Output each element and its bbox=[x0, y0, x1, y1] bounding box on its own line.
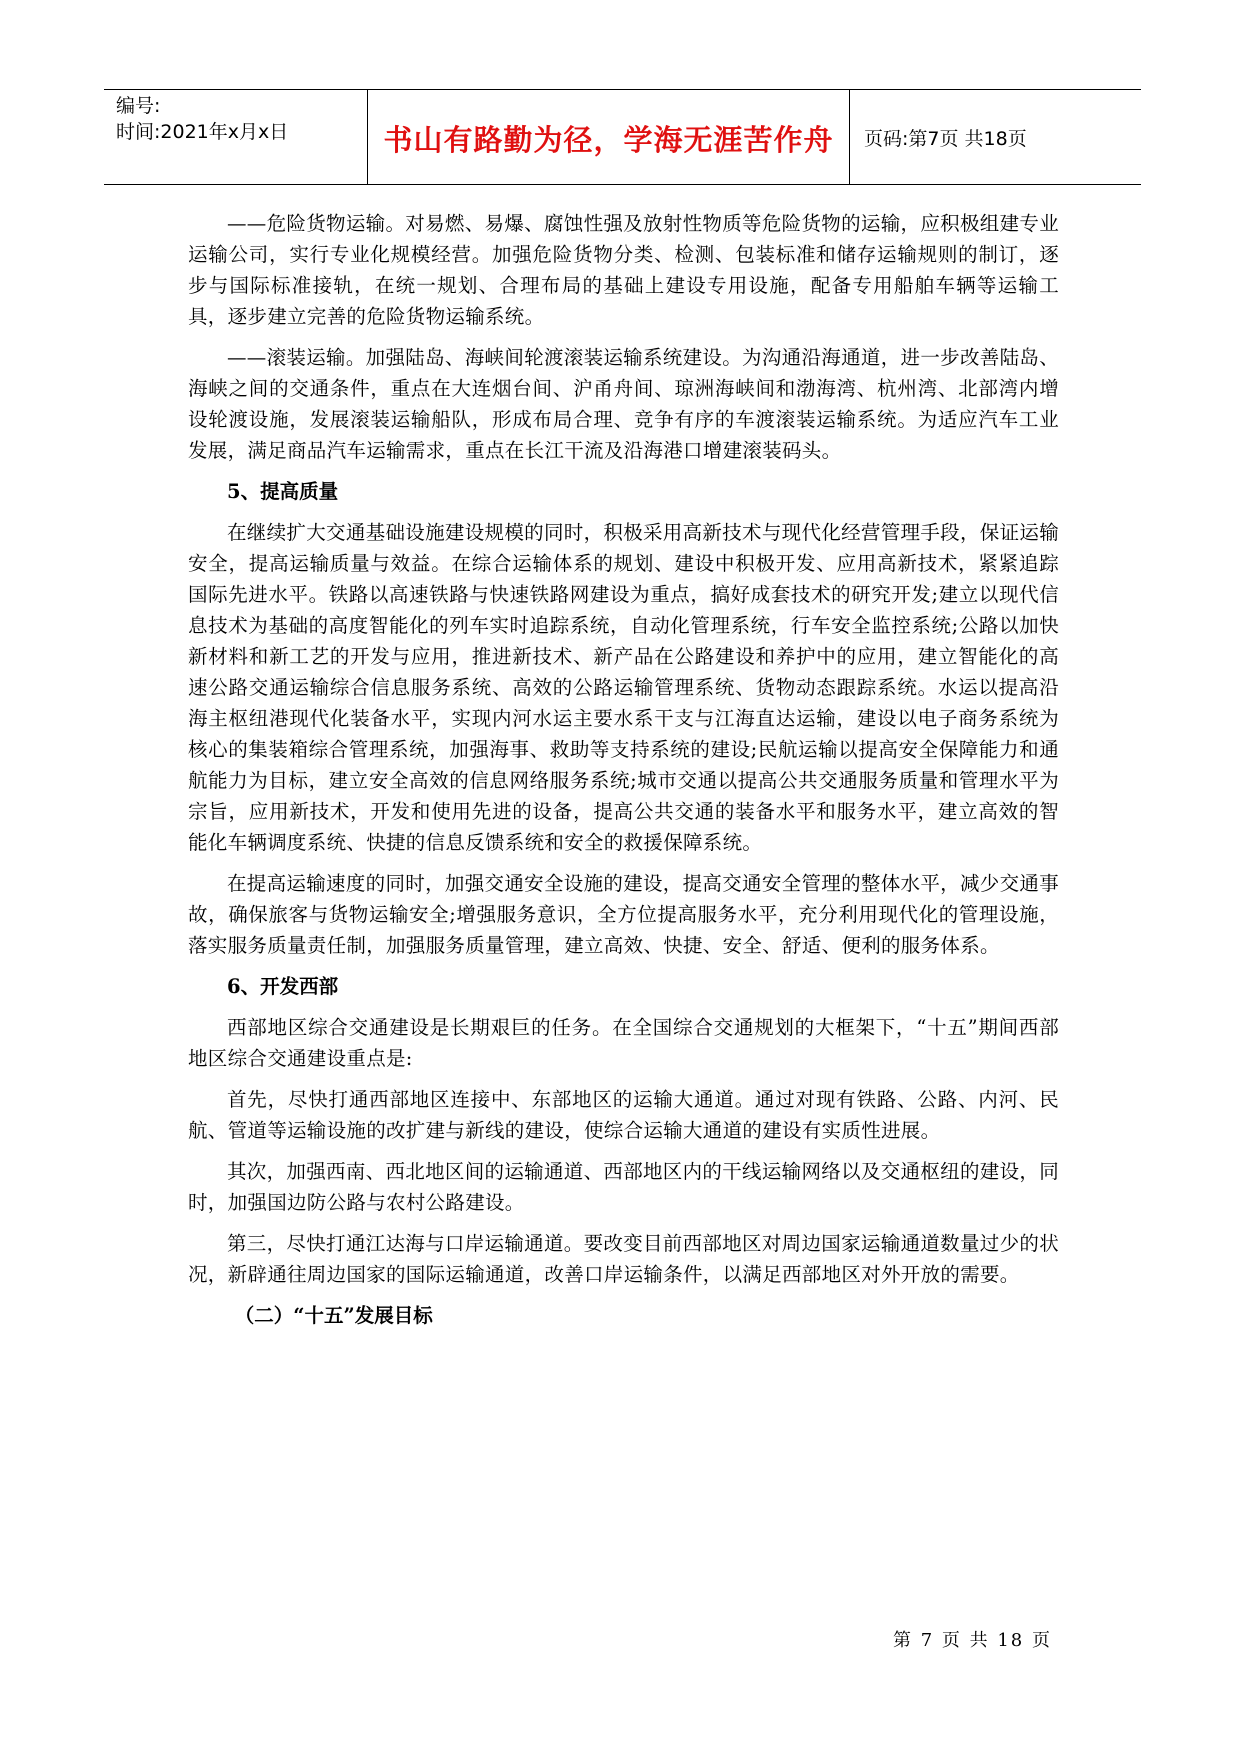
page-header bbox=[104, 89, 1141, 185]
page-footer: 第 7 页 共 18 页 bbox=[893, 1630, 1052, 1651]
paragraph-dangerous-goods: ——危险货物运输。对易燃、易爆、腐蚀性强及放射性物质等危险货物的运输，应积极组建专业运输公司，实行专业化规模经营。加强危险货物分类、检测、包装标准和储存运输规则的制订，逐步与国际标准接轨，在统一规划、合理布局的基础上建设专用设施，配备专用船舶车辆等运输工具，逐步建立完善的危险货物运输系统。 bbox=[188, 212, 1059, 328]
paragraph-west-4: 第三，尽快打通江达海与口岸运输通道。要改变目前西部地区对周边国家运输通道数量过少的状况，新辟通往周边国家的国际运输通道，改善口岸运输条件，以满足西部地区对外开放的需要。 bbox=[188, 1232, 1059, 1286]
time-label: 时间:2021年x月x日 bbox=[116, 121, 289, 143]
paragraph-roll-on-roll-off: ——滚装运输。加强陆岛、海峡间轮渡滚装运输系统建设。为沟通沿海通道，进一步改善陆岛、海峡之间的交通条件，重点在大连烟台间、沪甬舟间、琼洲海峡间和渤海湾、杭州湾、北部湾内增设轮渡设施，发展滚装运输船队，形成布局合理、竞争有序的车渡滚装运输系统。为适应汽车工业发展，满足商品汽车运输需求，重点在长江干流及沿海港口增建滚装码头。 bbox=[188, 346, 1059, 462]
serial-label: 编号: bbox=[116, 95, 161, 117]
section-heading-quality: 5、提高质量 bbox=[227, 480, 339, 503]
paragraph-quality-2: 在提高运输速度的同时，加强交通安全设施的建设，提高交通安全管理的整体水平，减少交通事故，确保旅客与货物运输安全;增强服务意识，全方位提高服务水平，充分利用现代化的管理设施，落实服务质量责任制，加强服务质量管理，建立高效、快捷、安全、舒适、便利的服务体系。 bbox=[188, 872, 1059, 957]
motto: 书山有路勤为径，学海无涯苦作舟 bbox=[383, 123, 834, 157]
header-info-cell bbox=[104, 90, 368, 184]
paragraph-west-2: 首先，尽快打通西部地区连接中、东部地区的运输大通道。通过对现有铁路、公路、内河、民航、管道等运输设施的改扩建与新线的建设，使综合运输大通道的建设有实质性进展。 bbox=[188, 1088, 1059, 1142]
section-heading-west: 6、开发西部 bbox=[227, 975, 339, 998]
paragraph-quality-1: 在继续扩大交通基础设施建设规模的同时，积极采用高新技术与现代化经营管理手段，保证运输安全，提高运输质量与效益。在综合运输体系的规划、建设中积极开发、应用高新技术，紧紧追踪国际先进水平。铁路以高速铁路与快速铁路网建设为重点，搞好成套技术的研究开发;建立以现代信息技术为基础的高度智能化的列车实时追踪系统，自动化管理系统，行车安全监控系统;公路以加快新材料和新工艺的开发与应用，推进新技术、新产品在公路建设和养护中的应用，建立智能化的高速公路交通运输综合信息服务系统、高效的公路运输管理系统、货物动态跟踪系统。水运以提高沿海主枢纽港现代化装备水平，实现内河水运主要水系干支与江海直达运输，建设以电子商务系统为核心的集装箱综合管理系统，加强海事、救助等支持系统的建设;民航运输以提高安全保障能力和通航能力为目标，建立安全高效的信息网络服务系统;城市交通以提高公共交通服务质量和管理水平为宗旨，应用新技术，开发和使用先进的设备，提高公共交通的装备水平和服务水平，建立高效的智能化车辆调度系统、快捷的信息反馈系统和安全的救援保障系统。 bbox=[188, 521, 1059, 854]
document-body bbox=[188, 208, 1059, 1341]
header-motto-cell bbox=[368, 90, 850, 184]
paragraph-west-3: 其次，加强西南、西北地区间的运输通道、西部地区内的干线运输网络以及交通枢纽的建设，同时，加强国边防公路与农村公路建设。 bbox=[188, 1160, 1059, 1214]
page-label: 页码:第7页 共18页 bbox=[864, 128, 1027, 150]
header-page-cell bbox=[850, 90, 1141, 184]
paragraph-west-1: 西部地区综合交通建设是长期艰巨的任务。在全国综合交通规划的大框架下，“十五”期间西部地区综合交通建设重点是: bbox=[188, 1016, 1059, 1070]
section-heading-goals: （二）“十五”发展目标 bbox=[234, 1304, 433, 1327]
